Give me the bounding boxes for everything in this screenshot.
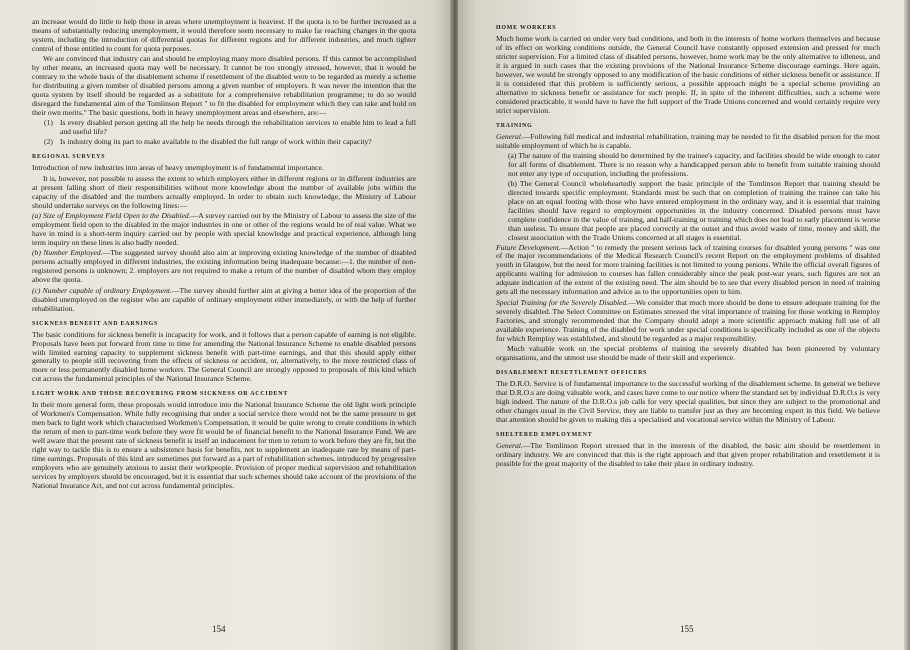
paragraph: It is, however, not possible to assess the extent to which employers either in different regions or in different industries are at present falling short of their responsibilities without more knowledge about the number of available jobs within the capacity of the disabled and the numbers actually employed. In order to obtain such knowledge, the Ministry of Labour should undertake surveys on the following lines:— — [32, 173, 416, 210]
paragraph: (c) Number capable of ordinary Employment.—The survey should further aim at giving a better idea of the proportion of the disabled unemployed on the register who are capable of ordinary employment either immediately, or with the help of further rehabilitation. — [32, 285, 416, 313]
section-heading: REGIONAL SURVEYS — [32, 154, 106, 161]
paragraph: The basic conditions for sickness benefit is incapacity for work, and it follows that a person capable of earning is not eligible. Proposals have been put forward from time to time for amending the National Insurance Scheme to enable disabled persons with limited earning capacity to supplement sickness benefit with part-time earnings, and that this should apply either generally to people still recovering from the effects of sickness or accident, or, alternatively, to the more restricted class of more or less permanently disabled home workers. The General Council are strongly opposed to proposals of this kind which cut across the fundamental principles of the National Insurance Scheme. — [32, 329, 416, 384]
section-heading: TRAINING — [496, 122, 533, 129]
section-heading: SICKNESS BENEFIT AND EARNINGS — [32, 320, 159, 327]
paragraph: Future Development.—Action " to remedy the present serious lack of training courses for disabled young persons " was one of the major recommendations of the Medical Research Council's recent Report on the employment problems of disabled youth in Glasgow, but the need for more training facilities is not limited to young persons. While the official overall figures of applicants waiting for admission to courses has fallen considerably since the peak post-war years, such figures are not an adquate indication of the extent of the existing need. The aim should be to see that every disabled person in need of training gets all the necessary information and advice as to the opportunities open to him. — [496, 242, 880, 297]
paragraph: (b) The General Council wholeheartedly support the basic principle of the Tomlinson Report that training should be directed towards specific employment. Standards must be such that on completion of training the trainee can take his place on an equal footing with those who have entered employment in the ordinary way, and it is essential that training facilities should have regard to employment opportunities in the industry concerned. Disabled persons must have complete confidence in the value of training, and half-training or training which does not lead to early placement is worse than useless. To ensure that people are placed correctly at the outset and thus avoid waste of time, money and skill, the closest association with the Trade Unions concerned at all stages is essential. — [508, 178, 880, 242]
paragraph: Much valuable work on the special problems of training the severely disabled has been pioneered by voluntary organisations, and the utmost use should be made of their skill and experience. — [496, 344, 880, 362]
paragraph: (b) Number Employed.—The suggested survey should also aim at improving existing knowledge of the number of disabled persons actually employed in different industries, the existing information being inadequate because:—1. the number of non-registered persons is unknown; 2. employers are not required to make a return of the number of disabled whom they employ above the quota. — [32, 248, 416, 285]
section-heading: LIGHT WORK AND THOSE RECOVERING FROM SICKNESS OR ACCIDENT — [32, 391, 289, 398]
section-heading: HOME WORKERS — [496, 25, 557, 31]
paragraph: In their more general form, these proposals would introduce into the National Insurance Scheme the old light work principle of Workmen's Compensation. While fully recognising that under a social service there would not be the same pressure to get men back to light work which characterised Workmen's Compensation, it would be quite wrong to create conditions in which the return of men to part-time work before they were fit would be of financial benefit to the National Insurance Fund. We are well aware that the present rate of sickness benefit is itself an inducement for men to return to work before they are fit, but the right way to tackle this is to ensure a subsistence basis for benefits, not to supplement an inadequate rate by means of part-time earnings. Proposals of this kind are sometimes put forward as a part of rehabilitation schemes, introduced by progressive employers who are genuinely anxious to assist their workpeople. Provision of proper medical supervision and rehabilitation services by employers should be encouraged, but it is essential that such schemes should take account of the provisions of the National Insurance Act, and not cut across fundamental principles. — [32, 400, 416, 490]
left-page — [0, 0, 452, 650]
paragraph: Introduction of new industries into areas of heavy unemployment is of fundamental importance. — [32, 163, 324, 173]
paragraph: Special Training for the Severely Disabled.—We consider that much more should be done to ensure adequate training for the severely disabled. The Select Committee on Estimates stressed the vital importance of training for those working in Remploy Factories, and strongly recommended that the Company should adopt a more scientific approach making full use of all available experience. Training of the disabled for work under special conditions is specifically included as one of the objects for which Remploy was established, and should be regarded as a major responsibility. — [496, 297, 880, 343]
right-page — [458, 0, 910, 650]
page-number: 155 — [680, 624, 694, 634]
right-column — [496, 18, 880, 470]
section-heading: SHELTERED EMPLOYMENT — [496, 431, 593, 438]
paragraph: Much home work is carried on under very bad conditions, and both in the interests of home workers themselves and because of its effect on working conditions outside, the General Council have constantly opposed extension and pressed for much stricter supervision. For a limited class of disabled persons, however, home work may be the only alternative to idleness, and it is argued in such cases that the existing provisions of the National Insurance Scheme discourage earnings. Here again, however, we would be strongly opposed to any modification of the basic conditions of either sickness benefit or assistance. If it is considered that this problem is sufficiently serious, a possible approach might be a special scheme providing an alternative to sickness benefit or assistance for such people. If, in spite of the inherent difficulties, such a scheme were considered practicable, it would have to have the full support of the Trade Unions concerned and would certainly require very strict supervision. — [496, 34, 880, 115]
left-column — [32, 18, 416, 492]
paragraph: an increase would do little to help those in areas where unemployment is heaviest. If the quota is to be further increased as a means of substantially reducing unemployment, it would therefore seem necessary to make far reaching changes in the quota system, including the introduction of differential quotas for different regions and for different industries, and much tighter control of those entitled to count for quota purposes. — [32, 17, 416, 53]
section-heading: DISABLEMENT RESETTLEMENT OFFICERS — [496, 369, 648, 376]
paragraph: (a) The nature of the training should be determined by the trainee's capacity, and facilities should be wide enough to cater for all forms of disablement. There is no reason why a handicapped person able to benefit from suitable training should not enter any type of occupation, including the professions. — [508, 150, 880, 178]
paragraph: General.—Following full medical and industrial rehabilitation, training may be needed to fit the disabled person for the most suitable employment of which he is capable. — [496, 131, 880, 150]
question-item: (1) Is every disabled person getting all the help he needs through the rehabilitation services to enable him to lead a full and useful life? — [44, 118, 416, 137]
page-edge — [904, 0, 910, 650]
paragraph: The D.R.O. Service is of fundamental importance to the successful working of the disablement scheme. In general we believe that D.R.O.s are doing valuable work, and cases have come to our notice where the standard set by individual D.R.O.s is very high indeed. The nature of the D.R.O.s job calls for very special qualities, but since they are subject to the promotional and other changes usual in the Civil Service, they are liable to transfer just as they are becoming expert in this field. We believe that attention should be given to making this a specialised and vocational service within the Ministry of Labour. — [496, 378, 880, 424]
paragraph: We are convinced that industry can and should be employing many more disabled persons. If this cannot be accomplished by other means, an increased quota may well be necessary. It cannot be too strongly stressed, however, that it would be contrary to the whole basis of the disablement scheme if resettlement of the disabled were to be regarded as merely a scheme for distributing a given number of disabled persons among a given number of employers. It was never the intention that the quota system by itself should be regarded as a substitute for a comprehensive rehabilitation programme; to do so would disregard the fundamental aim of the Tomlinson Report " to fit the disabled for employment which they can take and hold on their own merits." The basic questions, both in heavy unemployment areas and elsewhere, are:— — [32, 54, 416, 118]
question-item: (2) Is industry doing its part to make available to the disabled the full range of work within their capacity? — [44, 137, 372, 147]
page-number: 154 — [212, 624, 226, 634]
paragraph: (a) Size of Employment Field Open to the Disabled.—A survey carried out by the Ministry of Labour to assess the size of the employment field open to the disabled in the major industries in one or other of the regions would be of real value. What we have in mind is a short-term inquiry carried out by people with special knowledge and practical experience, although long term inquiry on these lines is also badly needed. — [32, 211, 416, 247]
paragraph: General.—The Tomlinson Report stressed that in the interests of the disabled, the basic aim should be resettlement in ordinary industry. We are convinced that this is the right approach and that given proper rehabilitation and resettlement it is possible for the great majority of the disabled to take their place in ordinary industry. — [496, 440, 880, 468]
